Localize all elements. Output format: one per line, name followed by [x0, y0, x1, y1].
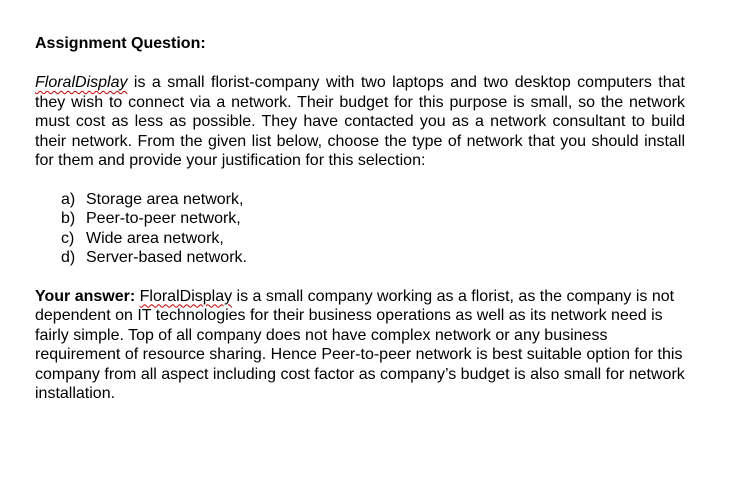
- answer-company-name: FloralDisplay: [139, 287, 233, 305]
- option-letter: c): [61, 229, 75, 247]
- option-letter: a): [61, 190, 76, 208]
- question-paragraph: [35, 73, 685, 171]
- option-text: Server-based network.: [86, 249, 247, 266]
- answer-paragraph: [35, 287, 685, 404]
- option-text: Peer-to-peer network,: [86, 210, 241, 227]
- option-text: Storage area network,: [86, 190, 244, 208]
- option-letter: d): [61, 249, 76, 266]
- question-text: is a small florist-company with two laptops and two desktop computers that they wish to connect via a network. Their budget for this purpose is small, so the network must cost as less as possible. They have contacted you as a network consultant to build their network. From the given list below, choose the type of network that you should install for them and provide your justification for this selection:: [35, 74, 685, 169]
- option-text: Wide area network,: [86, 229, 224, 247]
- document-page: [35, 34, 685, 404]
- list-item: [61, 229, 685, 249]
- answer-text: is a small company working as a florist, as the company is not dependent on IT technologies for their business operations as well as its network need is fairly simple. Top of all company does not have complex network or any business requirement of resource sharing. Hence Peer-to-peer network is best suitable option for this company from all aspect including cost factor as company’s budget is also small for network installation.: [35, 287, 685, 402]
- company-name: FloralDisplay: [35, 74, 128, 91]
- list-item: [61, 209, 685, 229]
- list-item: [61, 190, 685, 210]
- list-item: [61, 248, 685, 268]
- assignment-heading: Assignment Question:: [35, 35, 206, 52]
- option-letter: b): [61, 210, 76, 227]
- options-list: [61, 190, 685, 268]
- answer-label: Your answer:: [35, 287, 136, 305]
